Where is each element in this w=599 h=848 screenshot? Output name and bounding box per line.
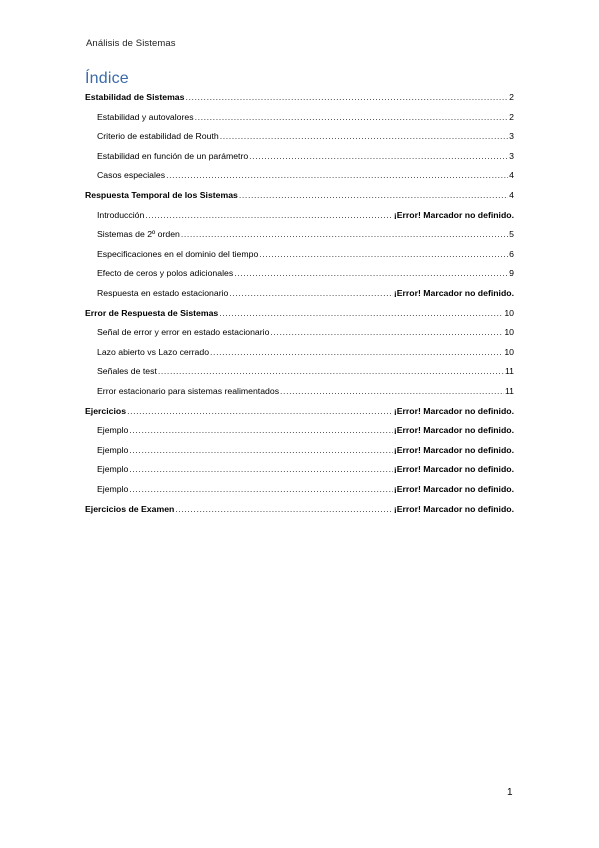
toc-entry-label: Ejemplo <box>97 425 129 436</box>
toc-entry-page: 2 <box>509 92 514 102</box>
toc-entry-label: Error estacionario para sistemas realimentados <box>97 386 280 396</box>
toc-entry-page: 2 <box>509 111 514 122</box>
toc-entry-page: 10 <box>504 307 514 318</box>
toc-entry-page: 3 <box>509 150 514 161</box>
toc-dot-leader <box>280 386 504 396</box>
toc-subsection-entry[interactable] <box>85 464 514 478</box>
toc-entry-label: Lazo abierto vs Lazo cerrado <box>97 346 210 357</box>
toc-entry-page: ¡Error! Marcador no definido. <box>393 425 514 436</box>
toc-subsection-entry[interactable] <box>85 151 514 165</box>
toc-entry-label: Introducción <box>97 209 145 220</box>
toc-entry-label: Especificaciones en el dominio del tiempo <box>97 248 259 259</box>
toc-dot-leader <box>195 112 509 122</box>
toc-entry-label: Efecto de ceros y polos adicionales <box>97 268 234 279</box>
toc-subsection-entry[interactable] <box>85 288 514 302</box>
toc-entry-page: ¡Error! Marcador no definido. <box>393 503 514 514</box>
toc-dot-leader <box>181 229 508 239</box>
toc-subsection-entry[interactable] <box>85 112 514 126</box>
toc-entry-page: ¡Error! Marcador no definido. <box>393 209 514 220</box>
toc-heading: Índice <box>85 70 129 87</box>
toc-entry-label: Señales de test <box>97 366 157 377</box>
toc-subsection-entry[interactable] <box>85 327 514 341</box>
toc-dot-leader <box>220 131 508 141</box>
toc-section-entry[interactable] <box>85 190 514 204</box>
toc-subsection-entry[interactable] <box>85 386 514 400</box>
toc-entry-page: ¡Error! Marcador no definido. <box>393 484 514 494</box>
toc-subsection-entry[interactable] <box>85 484 514 498</box>
toc-entry-label: Respuesta en estado estacionario <box>97 288 229 298</box>
toc-dot-leader <box>239 190 508 200</box>
toc-subsection-entry[interactable] <box>85 131 514 145</box>
toc-entry-page: 3 <box>509 131 514 142</box>
toc-entry-page: 11 <box>504 386 514 396</box>
toc-dot-leader <box>158 366 504 376</box>
toc-subsection-entry[interactable] <box>85 425 514 439</box>
toc-dot-leader <box>129 464 392 474</box>
toc-subsection-entry[interactable] <box>85 268 514 282</box>
toc-dot-leader <box>175 504 392 514</box>
page-number: 1 <box>507 787 513 798</box>
toc-entry-label: Ejemplo <box>97 444 129 455</box>
toc-section-entry[interactable] <box>85 406 514 420</box>
toc-subsection-entry[interactable] <box>85 229 514 243</box>
toc-entry-label: Error de Respuesta de Sistemas <box>85 307 219 318</box>
toc-dot-leader <box>270 327 503 337</box>
toc-dot-leader <box>229 288 392 298</box>
toc-entry-label: Ejercicios de Examen <box>85 503 175 514</box>
toc-entry-page: 6 <box>509 248 514 259</box>
toc-section-entry[interactable] <box>85 504 514 518</box>
toc-entry-label: Respuesta Temporal de los Sistemas <box>85 190 238 200</box>
toc-dot-leader <box>210 347 503 357</box>
toc-dot-leader <box>127 406 393 416</box>
toc-dot-leader <box>259 249 508 259</box>
toc-entry-page: 4 <box>509 190 514 200</box>
toc-section-entry[interactable] <box>85 92 514 106</box>
toc-entry-label: Ejercicios <box>85 405 127 416</box>
toc-entry-label: Ejemplo <box>97 484 129 494</box>
toc-entry-page: 10 <box>504 346 514 357</box>
toc-entry-label: Criterio de estabilidad de Routh <box>97 131 219 142</box>
toc-entry-label: Casos especiales <box>97 170 166 181</box>
toc-entry-label: Sistemas de 2º orden <box>97 229 180 240</box>
toc-entry-page: ¡Error! Marcador no definido. <box>393 444 514 455</box>
toc-entry-page: 9 <box>509 268 514 279</box>
toc-dot-leader <box>249 151 508 161</box>
toc-entry-page: ¡Error! Marcador no definido. <box>393 464 514 475</box>
running-header: Análisis de Sistemas <box>86 38 176 49</box>
toc-dot-leader <box>219 308 503 318</box>
toc-dot-leader <box>129 484 392 494</box>
toc-dot-leader <box>234 268 508 278</box>
toc-entry-page: ¡Error! Marcador no definido. <box>393 288 514 298</box>
toc-dot-leader <box>129 425 392 435</box>
toc-entry-label: Ejemplo <box>97 464 129 475</box>
toc-subsection-entry[interactable] <box>85 366 514 380</box>
toc-entry-page: 10 <box>504 327 514 338</box>
toc-dot-leader <box>145 210 392 220</box>
toc-subsection-entry[interactable] <box>85 445 514 459</box>
toc-entry-page: ¡Error! Marcador no definido. <box>393 405 514 416</box>
toc-entry-label: Señal de error y error en estado estacionario <box>97 327 270 338</box>
toc-subsection-entry[interactable] <box>85 249 514 263</box>
toc-subsection-entry[interactable] <box>85 210 514 224</box>
toc-dot-leader <box>166 170 508 180</box>
toc-dot-leader <box>185 92 508 102</box>
toc-entry-label: Estabilidad en función de un parámetro <box>97 150 249 161</box>
toc-entry-label: Estabilidad de Sistemas <box>85 92 185 102</box>
toc-dot-leader <box>129 445 392 455</box>
toc-entry-page: 11 <box>504 366 514 377</box>
toc-entry-page: 4 <box>509 170 514 181</box>
toc-section-entry[interactable] <box>85 308 514 322</box>
toc-subsection-entry[interactable] <box>85 170 514 184</box>
toc-entry-label: Estabilidad y autovalores <box>97 111 194 122</box>
toc-subsection-entry[interactable] <box>85 347 514 361</box>
toc-entry-page: 5 <box>509 229 514 240</box>
